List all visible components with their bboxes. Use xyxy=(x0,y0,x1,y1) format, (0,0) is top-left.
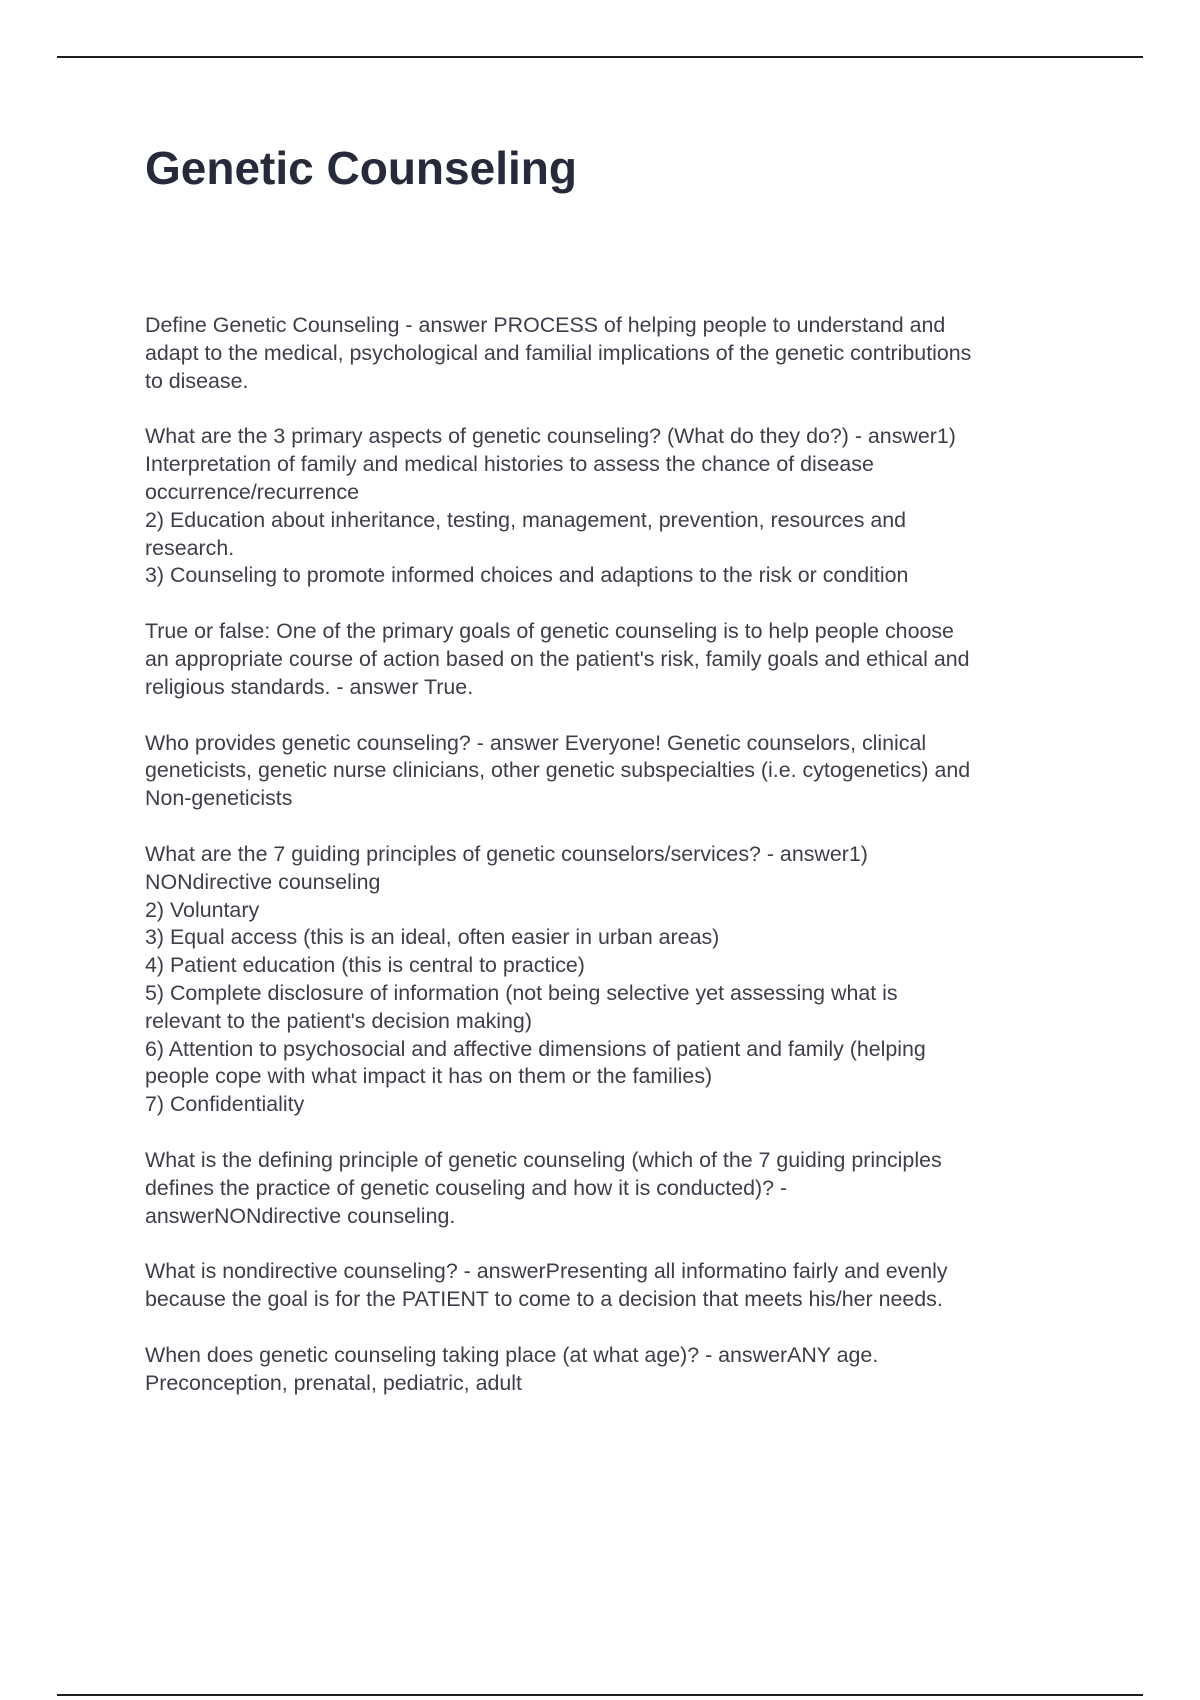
qa-text-line: occurrence/recurrence xyxy=(145,479,360,504)
qa-text-line: to disease. xyxy=(145,368,249,393)
qa-text-line: Preconception, prenatal, pediatric, adult xyxy=(145,1370,522,1395)
qa-text-line: True or false: One of the primary goals of genetic counseling is to help people choose xyxy=(145,619,954,644)
qa-text-line: research. xyxy=(145,535,235,560)
qa-text-line: NONdirective counseling xyxy=(145,869,381,894)
qa-text-line: 5) Complete disclosure of information (not being selective yet assessing what is xyxy=(145,980,898,1005)
qa-text-line: What are the 3 primary aspects of genetic counseling? (What do they do?) - answer1) xyxy=(145,424,956,449)
qa-text-line: Interpretation of family and medical histories to assess the chance of disease xyxy=(145,452,874,477)
qa-text-line: What is nondirective counseling? - answerPresenting all informatino fairly and evenly xyxy=(145,1259,948,1284)
bottom-divider xyxy=(57,1694,1143,1696)
qa-text-line: relevant to the patient's decision making) xyxy=(145,1008,532,1033)
qa-text-line: What is the defining principle of genetic counseling (which of the 7 guiding principles xyxy=(145,1147,942,1172)
top-divider xyxy=(57,56,1143,58)
qa-entry xyxy=(145,1258,1090,1314)
qa-text-line: 2) Voluntary xyxy=(145,897,260,922)
qa-text-line: 4) Patient education (this is central to practice) xyxy=(145,953,585,978)
qa-text-line: 3) Counseling to promote informed choices and adaptions to the risk or condition xyxy=(145,563,909,588)
qa-text-line: defines the practice of genetic couseling and how it is conducted)? - xyxy=(145,1175,788,1200)
qa-text-line: because the goal is for the PATIENT to come to a decision that meets his/her needs. xyxy=(145,1287,943,1312)
document-title: Genetic Counseling xyxy=(145,142,577,194)
qa-entry xyxy=(145,1342,1090,1398)
qa-text-line: Who provides genetic counseling? - answer Everyone! Genetic counselors, clinical xyxy=(145,730,927,755)
qa-text-line: 2) Education about inheritance, testing, management, prevention, resources and xyxy=(145,507,907,532)
qa-text-line: Non-geneticists xyxy=(145,786,293,811)
qa-entry xyxy=(145,841,1090,1119)
qa-entry xyxy=(145,730,1090,813)
qa-text-line: religious standards. - answer True. xyxy=(145,674,474,699)
qa-text-line: people cope with what impact it has on them or the families) xyxy=(145,1064,713,1089)
qa-text-line: 6) Attention to psychosocial and affective dimensions of patient and family (helping xyxy=(145,1036,926,1061)
qa-text-line: adapt to the medical, psychological and familial implications of the genetic contributions xyxy=(145,340,972,365)
qa-entry xyxy=(145,312,1090,395)
qa-text-line: When does genetic counseling taking place (at what age)? - answerANY age. xyxy=(145,1342,879,1367)
qa-entry xyxy=(145,423,1090,590)
document-body xyxy=(145,312,1090,1426)
qa-text-line: geneticists, genetic nurse clinicians, other genetic subspecialties (i.e. cytogenetics) and xyxy=(145,758,971,783)
qa-text-line: Define Genetic Counseling - answer PROCESS of helping people to understand and xyxy=(145,313,946,337)
qa-text-line: 7) Confidentiality xyxy=(145,1092,305,1117)
qa-text-line: 3) Equal access (this is an ideal, often easier in urban areas) xyxy=(145,925,720,950)
qa-text-line: What are the 7 guiding principles of genetic counselors/services? - answer1) xyxy=(145,841,868,866)
qa-entry xyxy=(145,1147,1090,1230)
qa-entry xyxy=(145,618,1090,701)
qa-text-line: answerNONdirective counseling. xyxy=(145,1203,456,1228)
qa-text-line: an appropriate course of action based on the patient's risk, family goals and ethical and xyxy=(145,646,970,671)
